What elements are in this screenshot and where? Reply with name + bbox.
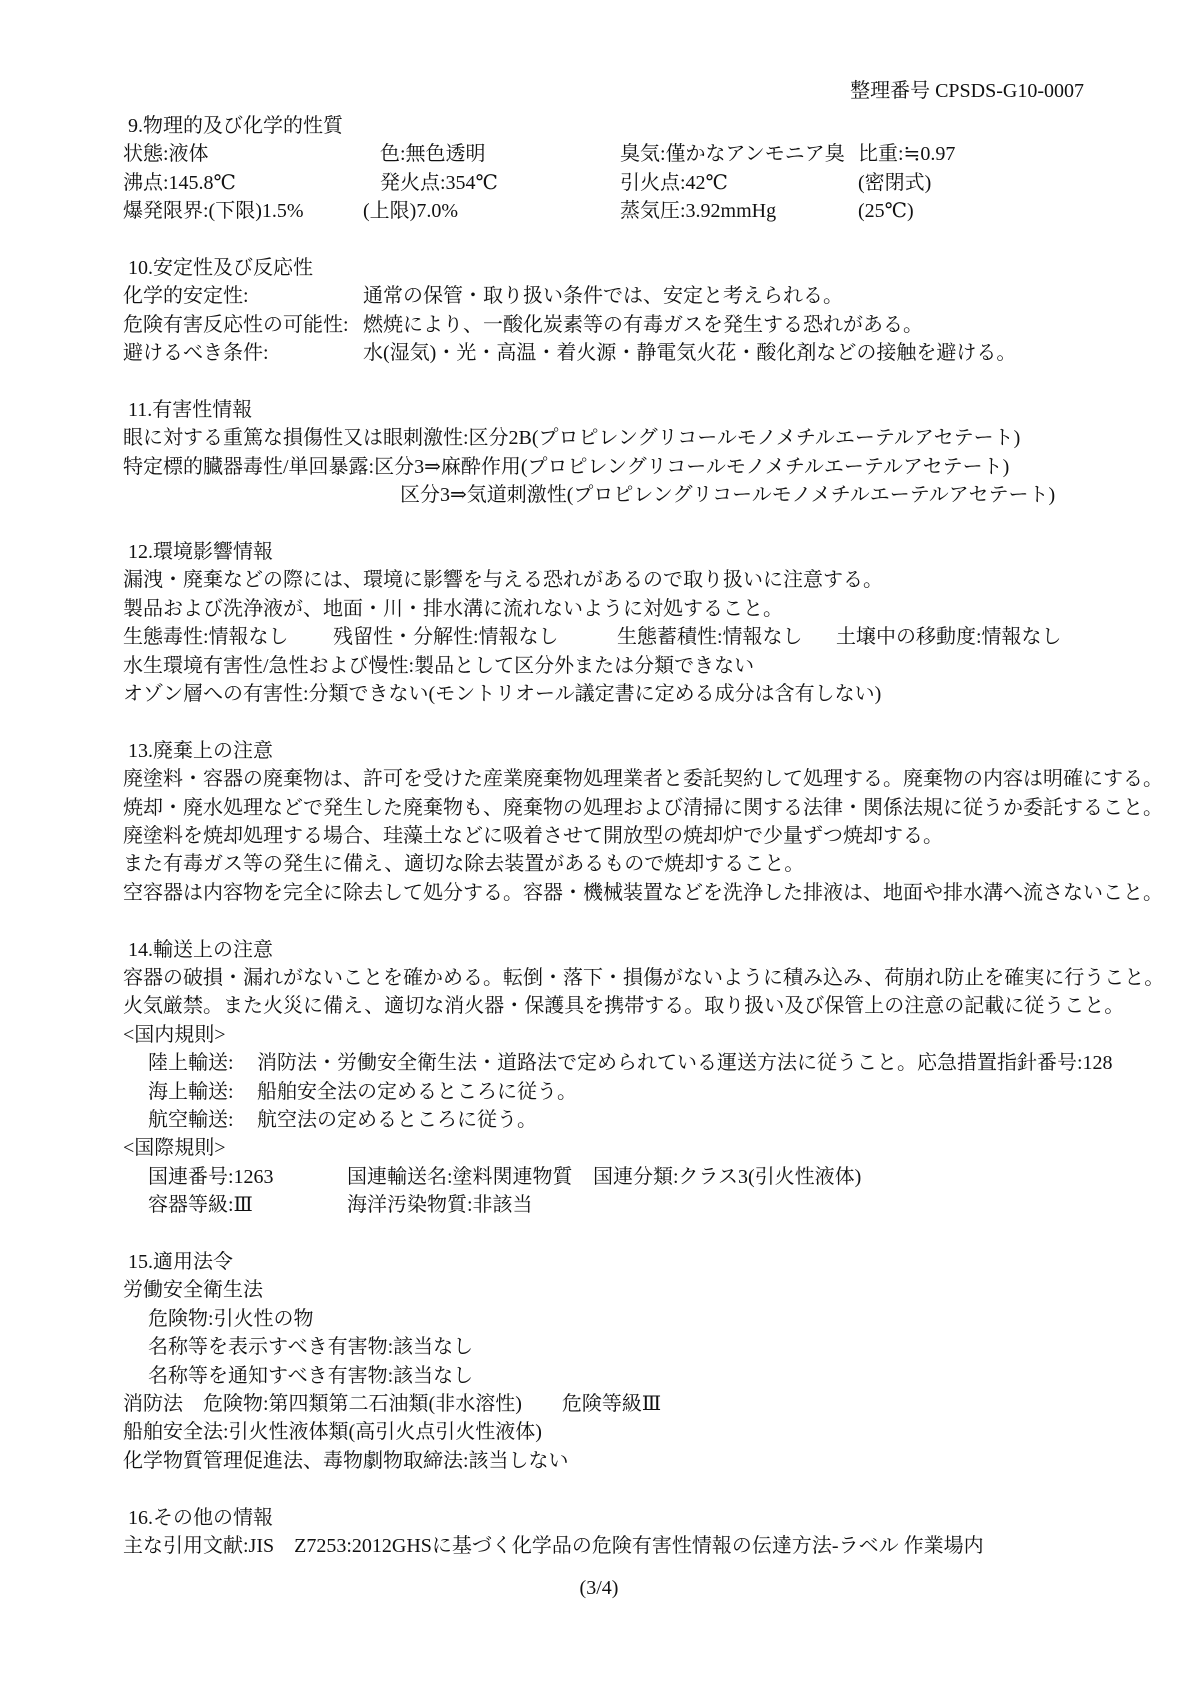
s9-specific-gravity: 比重:≒0.97 [858,143,956,166]
section-15-title: 15.適用法令 [128,1250,233,1273]
section-11-title: 11.有害性情報 [128,398,253,421]
s13-empty-container: 空容器は内容物を完全に除去して処分する。容器・機械装置などを洗浄した排液は、地面や排水溝へ流さないこと。 [123,881,1163,904]
s15-ship-safety-law: 船舶安全法:引火性液体類(高引火点引火性液体) [123,1421,542,1444]
s14-sea-label: 海上輸送: [148,1080,234,1103]
s9-explosion-limit-upper: (上限)7.0% [363,200,458,223]
section-9-physical-chemical-properties [123,112,1098,226]
s14-domestic-rules-header: <国内規則> [123,1023,226,1046]
s14-sea-transport [123,1078,1098,1106]
s12-persistence: 残留性・分解性:情報なし [333,626,559,649]
s11-respiratory-irritation: 区分3⇒気道刺激性(プロピレングリコールモノメチルエーテルアセテート) [400,484,1056,507]
s12-spill-caution: 漏洩・廃棄などの際には、環境に影響を与える恐れがあるので取り扱いに注意する。 [123,569,883,592]
s14-un-shipping-name: 国連輸送名:塗料関連物質 [347,1165,573,1188]
section-15-regulatory-info [123,1248,1098,1475]
section-12-title: 12.環境影響情報 [128,540,273,563]
section-9-title: 9.物理的及び化学的性質 [128,115,343,137]
s14-packing-group: 容器等級:Ⅲ [148,1194,253,1217]
s9-row-3 [123,197,1098,225]
s10-hazardous-reactions [123,311,1098,339]
section-10-stability-reactivity [123,254,1098,368]
s12-ozone-hazard: オゾン層への有害性:分類できない(モントリオール議定書に定める成分は含有しない) [123,682,882,705]
section-10-title: 10.安定性及び反応性 [128,256,313,279]
s14-un-class: 国連分類:クラス3(引火性液体) [593,1165,862,1188]
s13-toxic-gas: また有毒ガス等の発生に備え、適切な除去装置があるもので焼却すること。 [123,853,805,876]
section-14-transport [123,936,1165,1220]
s11-stot-single-exposure: 特定標的臓器毒性/単回暴露:区分3⇒麻酔作用(プロピレングリコールモノメチルエーテルアセテート) [123,455,1010,478]
s9-explosion-limit-lower: 爆発限界:(下限)1.5% [123,200,304,223]
s9-state: 状態:液体 [123,143,209,166]
s15-dangerous-goods: 危険物:引火性の物 [148,1307,314,1330]
s11-eye-damage: 眼に対する重篤な損傷性又は眼刺激性:区分2B(プロピレングリコールモノメチルエーテルアセテート) [123,427,1021,450]
s10-conditions-to-avoid [123,339,1098,367]
s16-references: 主な引用文献:JIS Z7253:2012GHSに基づく化学品の危険有害性情報の伝達方法-ラベル 作業場内 [123,1535,984,1558]
s14-land-value: 消防法・労働安全衛生法・道路法で定められている運送方法に従うこと。応急措置指針番号:128 [257,1052,1113,1075]
s9-flash-point: 引火点:42℃ [620,171,728,194]
s9-odor: 臭気:僅かなアンモニア臭 [620,143,845,166]
s10-avoid-label: 避けるべき条件: [123,342,269,365]
document-body [123,112,1165,1560]
s14-land-label: 陸上輸送: [148,1052,234,1075]
section-16-other-info [123,1504,1098,1561]
s10-chemical-stability [123,282,1098,310]
section-13-disposal [123,737,1163,907]
s14-land-transport [123,1049,1113,1077]
s14-packing-row [123,1191,1098,1219]
s10-avoid-value: 水(湿気)・光・高温・着火源・静電気火花・酸化剤などの接触を避ける。 [363,342,1017,365]
section-14-title: 14.輸送上の注意 [128,938,273,961]
s13-waste-law: 焼却・廃水処理などで発生した廃棄物も、廃棄物の処理および清掃に関する法律・関係法規に従うか委託すること。 [123,796,1163,819]
s9-boiling-point: 沸点:145.8℃ [123,171,236,194]
s9-color: 色:無色透明 [380,143,486,166]
s14-container-check: 容器の破損・漏れがないことを確かめる。転倒・落下・損傷がないように積み込み、荷崩れ防止を確実に行うこと。 [123,967,1165,989]
s14-sea-value: 船舶安全法の定めるところに従う。 [257,1080,577,1103]
s10-reactions-value: 燃焼により、一酸化炭素等の有毒ガスを発生する恐れがある。 [363,313,923,336]
s12-eco-row [123,623,1098,651]
s13-incineration: 廃塗料を焼却処理する場合、珪藻土などに吸着させて開放型の焼却炉で少量ずつ焼却する。 [123,824,943,847]
s9-temperature-note: (25℃) [858,200,914,223]
s15-notification-substances: 名称等を通知すべき有害物:該当なし [148,1364,474,1387]
s14-un-number: 国連番号:1263 [148,1165,274,1188]
s15-labeling-substances: 名称等を表示すべき有害物:該当なし [148,1336,474,1359]
s10-reactions-label: 危険有害反応性の可能性: [123,313,349,336]
page-number: (3/4) [579,1577,619,1599]
section-16-title: 16.その他の情報 [128,1506,273,1529]
document-ref-number: 整理番号 CPSDS-G10-0007 [850,80,1084,102]
s14-un-row [123,1163,1098,1191]
s12-aquatic-hazard: 水生環境有害性/急性および慢性:製品として区分外または分類できない [123,654,755,677]
s15-fire-service-law: 消防法 危険物:第四類第二石油類(非水溶性) 危険等級Ⅲ [123,1393,662,1415]
s9-row-2 [123,169,1098,197]
s10-stability-value: 通常の保管・取り扱い条件では、安定と考えられる。 [363,285,843,308]
s12-bioaccumulation: 生態蓄積性:情報なし [617,626,803,649]
s14-intl-rules-header: <国際規則> [123,1137,226,1160]
s10-stability-label: 化学的安定性: [123,285,249,308]
s12-drainage-caution: 製品および洗浄液が、地面・川・排水溝に流れないように対処すること。 [123,597,783,620]
s14-marine-pollutant: 海洋汚染物質:非該当 [347,1194,533,1217]
section-12-ecological-info [123,538,1098,708]
s14-air-value: 航空法の定めるところに従う。 [257,1109,537,1131]
s13-waste-contract: 廃塗料・容器の廃棄物は、許可を受けた産業廃棄物処理業者と委託契約して処理する。廃棄物の内容は明確にする。 [123,768,1163,791]
s9-ignition-point: 発火点:354℃ [380,171,498,194]
s15-chemical-management-law: 化学物質管理促進法、毒物劇物取締法:該当しない [123,1449,569,1472]
s9-vapor-pressure: 蒸気圧:3.92mmHg [620,200,777,223]
s9-closed-cup-note: (密閉式) [858,171,932,194]
s15-industrial-safety-law: 労働安全衛生法 [123,1279,263,1302]
s14-air-label: 航空輸送: [148,1109,234,1131]
s9-row-1 [123,140,1098,168]
section-13-title: 13.廃棄上の注意 [128,739,273,762]
s12-soil-mobility: 土壌中の移動度:情報なし [836,626,1062,649]
section-11-toxicological-info [123,396,1098,510]
s14-air-transport [123,1106,1098,1134]
s12-ecotoxicity: 生態毒性:情報なし [123,626,289,649]
s14-fire-prohibition: 火気厳禁。また火災に備え、適切な消火器・保護具を携帯する。取り扱い及び保管上の注意の記載に従うこと。 [123,995,1125,1018]
